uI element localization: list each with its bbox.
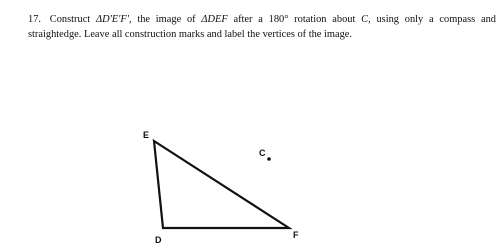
- vertex-label-e: E: [143, 130, 150, 140]
- point-c: [267, 157, 271, 161]
- image-triangle-name: ΔD'E'F': [95, 14, 129, 25]
- center-point-name: C: [361, 14, 369, 25]
- point-label-c: C: [259, 148, 266, 158]
- question-text-part4: , using only a compass and straightedge. Leave all construction marks and label the vertices of the image.: [28, 14, 496, 40]
- question-text-part2: , the image of: [128, 14, 202, 25]
- question-text-part1: Construct: [49, 14, 96, 25]
- original-triangle-name: ΔDEF: [201, 14, 228, 25]
- vertex-label-f: F: [293, 230, 299, 240]
- vertex-label-d: D: [155, 235, 162, 245]
- triangle-def: [154, 141, 289, 228]
- question-number: 17.: [28, 14, 41, 25]
- question-text-part3: after a 180° rotation about: [227, 14, 362, 25]
